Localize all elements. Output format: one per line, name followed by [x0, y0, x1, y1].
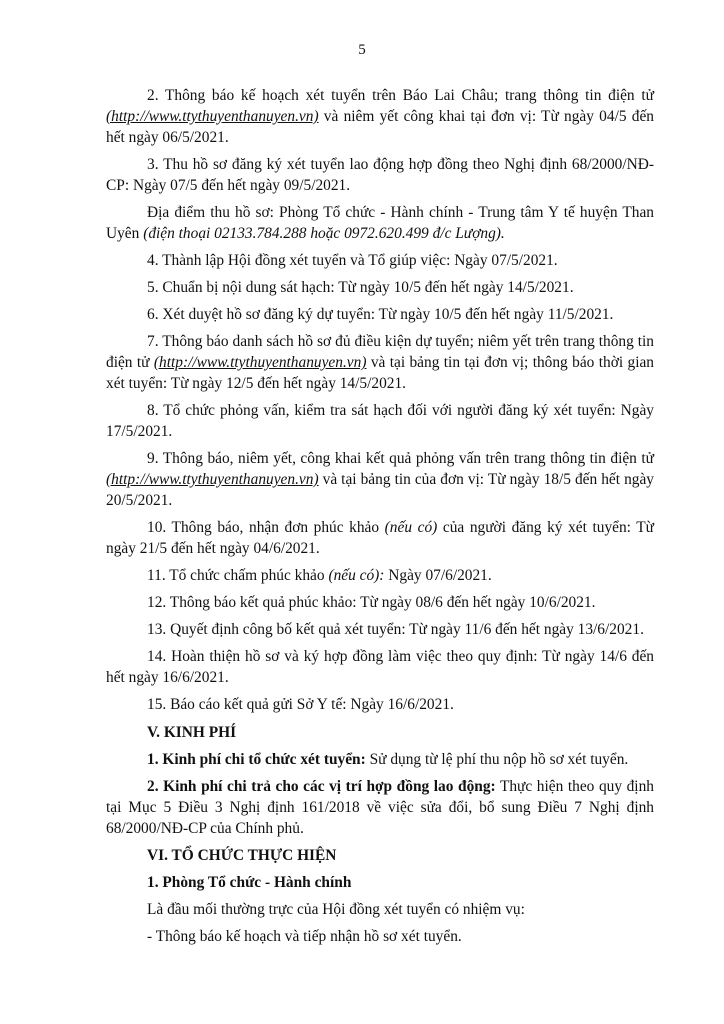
item-10: [106, 518, 654, 560]
website-link[interactable]: (http://www.ttythuyenthanuyen.vn): [153, 354, 367, 372]
page-number: 5: [358, 42, 366, 58]
item-15: 15. Báo cáo kết quả gửi Sở Y tế: Ngày 16/6/2021.: [147, 696, 454, 714]
item-2-tail: và niêm yết công khai tại đơn vị: Từ ngày 04/5 đến hết ngày 06/5/2021.: [106, 107, 654, 146]
item-11: [106, 566, 654, 587]
website-link[interactable]: (http://www.ttythuyenthanuyen.vn): [106, 107, 319, 125]
item-14: 14. Hoàn thiện hồ sơ và ký hợp đồng làm việc theo quy định: Từ ngày 14/6 đến hết ngày 16/6/2021.: [106, 648, 654, 687]
item-7: [106, 332, 654, 394]
item-13: 13. Quyết định công bố kết quả xét tuyển: Từ ngày 11/6 đến hết ngày 13/6/2021.: [147, 621, 644, 639]
location-text: Địa điểm thu hồ sơ: Phòng Tổ chức - Hành chính - Trung tâm Y tế huyện Than Uyên: [106, 203, 654, 242]
item-11-tail: Ngày 07/6/2021.: [384, 566, 492, 584]
item-6: 6. Xét duyệt hồ sơ đăng ký dự tuyển: Từ ngày 10/5 đến hết ngày 11/5/2021.: [147, 306, 614, 324]
item-11-note: (nếu có):: [328, 566, 385, 584]
item-12: 12. Thông báo kết quả phúc khảo: Từ ngày 08/6 đến hết ngày 10/6/2021.: [147, 594, 596, 612]
item-10-tail: của người đăng ký xét tuyển: Từ ngày 21/5 đến hết ngày 04/6/2021.: [106, 518, 654, 557]
contact-phones: (điện thoại 02133.784.288 hoặc 0972.620.499 đ/c Lượng).: [143, 224, 505, 242]
item-9: [106, 449, 654, 511]
section-5-heading: V. KINH PHÍ: [147, 723, 237, 741]
item-4: 4. Thành lập Hội đồng xét tuyển và Tổ giúp việc: Ngày 07/5/2021.: [147, 251, 558, 269]
document-body: [106, 86, 654, 954]
funding-item-2-title: 2. Kinh phí chi trả cho các vị trí hợp đồng lao động:: [147, 777, 496, 795]
item-8: 8. Tổ chức phỏng vấn, kiểm tra sát hạch đối với người đăng ký xét tuyển: Ngày 17/5/2021.: [106, 402, 654, 440]
item-9-tail: và tại bảng tin của đơn vị: Từ ngày 18/5 đến hết ngày 20/5/2021.: [106, 470, 654, 509]
item-7-text: 7. Thông báo danh sách hồ sơ đủ điều kiện dự tuyển; niêm yết trên trang thông tin điện tử: [106, 333, 654, 372]
item-5: 5. Chuẩn bị nội dung sát hạch: Từ ngày 10/5 đến hết ngày 14/5/2021.: [147, 278, 574, 296]
item-3: 3. Thu hồ sơ đăng ký xét tuyển lao động hợp đồng theo Nghị định 68/2000/NĐ-CP: Ngày 07/5 đến hết ngày 09/5/2021.: [106, 155, 654, 194]
website-link[interactable]: (http://www.ttythuyenthanuyen.vn): [106, 470, 319, 488]
item-11-text: 11. Tổ chức chấm phúc khảo: [147, 566, 329, 584]
section-6-sub-1: 1. Phòng Tổ chức - Hành chính: [147, 873, 352, 891]
item-9-text: 9. Thông báo, niêm yết, công khai kết quả phỏng vấn trên trang thông tin điện tử: [147, 450, 654, 468]
funding-item-1: [106, 750, 654, 771]
section-6-task-1: - Thông báo kế hoạch và tiếp nhận hồ sơ xét tuyển.: [147, 928, 462, 946]
submission-location: [106, 203, 654, 245]
item-7-tail: và tại bảng tin tại đơn vị; thông báo thời gian xét tuyển: Từ ngày 12/5 đến hết ngày 14/5/2021.: [106, 354, 654, 392]
funding-item-2-text: Thực hiện theo quy định tại Mục 5 Điều 3 Nghị định 161/2018 về việc sửa đổi, bổ sung Điều 7 Nghị định 68/2000/NĐ-CP của Chính phủ.: [106, 777, 654, 837]
item-2: [106, 86, 654, 148]
funding-item-1-text: Sử dụng từ lệ phí thu nộp hồ sơ xét tuyển.: [365, 750, 629, 768]
funding-item-2: [106, 777, 654, 839]
item-10-text: 10. Thông báo, nhận đơn phúc khảo: [147, 518, 385, 536]
item-10-note: (nếu có): [384, 518, 438, 536]
section-6-intro: Là đầu mối thường trực của Hội đồng xét tuyển có nhiệm vụ:: [147, 901, 525, 919]
section-6-heading: VI. TỔ CHỨC THỰC HIỆN: [147, 846, 337, 864]
funding-item-1-title: 1. Kinh phí chi tổ chức xét tuyển:: [147, 750, 366, 768]
item-2-text: 2. Thông báo kế hoạch xét tuyển trên Báo Lai Châu; trang thông tin điện tử: [147, 87, 654, 104]
